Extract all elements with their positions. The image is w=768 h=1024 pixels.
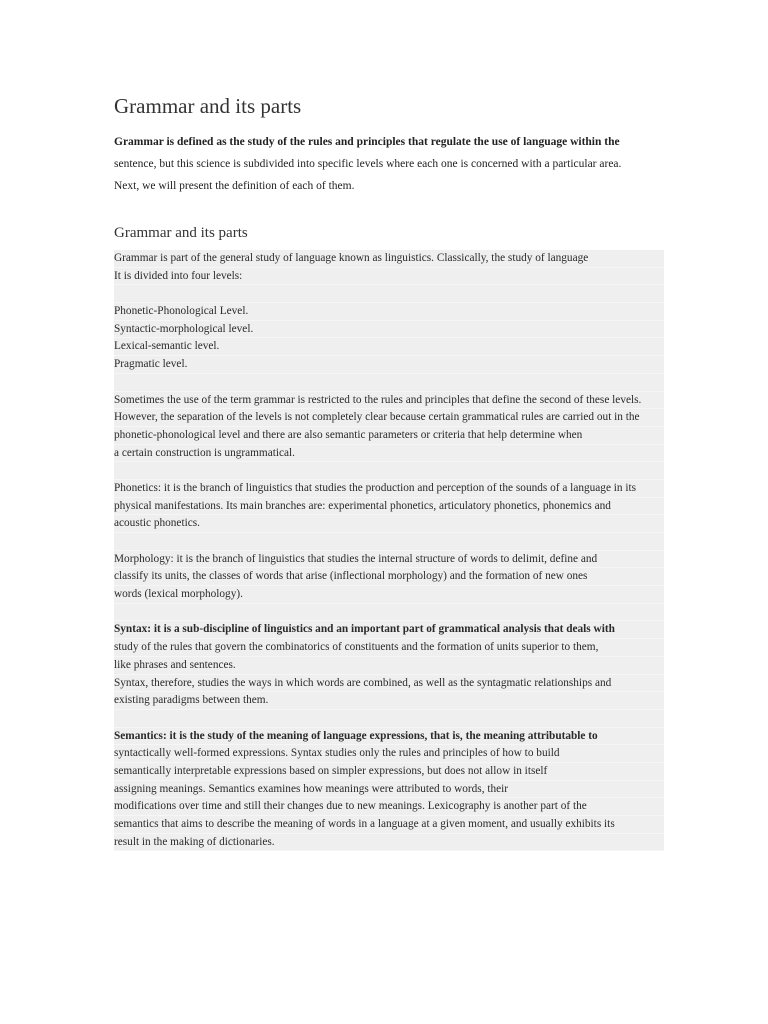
intro-line: sentence, but this science is subdivided into specific levels where each one is concerned with a particular area. <box>114 158 622 170</box>
text-line: Semantics: it is the study of the meaning of language expressions, that is, the meaning attributable to <box>114 728 664 746</box>
text-line: semantics that aims to describe the meaning of words in a language at a given moment, and usually exhibits its <box>114 816 664 834</box>
intro-line: Next, we will present the definition of each of them. <box>114 180 355 192</box>
text-line: Phonetics: it is the branch of linguistics that studies the production and perception of the sounds of a language in its <box>114 480 664 498</box>
text-line: Grammar is part of the general study of language known as linguistics. Classically, the study of language <box>114 250 664 268</box>
text-line: Phonetic-Phonological Level. <box>114 303 664 321</box>
text-line: existing paradigms between them. <box>114 692 664 710</box>
intro-line: Grammar is defined as the study of the rules and principles that regulate the use of language within the <box>114 136 620 148</box>
text-line: It is divided into four levels: <box>114 268 664 286</box>
blank-line <box>114 285 664 303</box>
text-line: result in the making of dictionaries. <box>114 834 664 852</box>
blank-line <box>114 533 664 551</box>
intro-paragraph <box>114 131 664 197</box>
text-line: modifications over time and still their changes due to new meanings. Lexicography is another part of the <box>114 798 664 816</box>
text-line: However, the separation of the levels is not completely clear because certain grammatical rules are carried out in the <box>114 409 664 427</box>
text-line: Pragmatic level. <box>114 356 664 374</box>
text-line: Syntax, therefore, studies the ways in which words are combined, as well as the syntagmatic relationships and <box>114 675 664 693</box>
text-line: classify its units, the classes of words that arise (inflectional morphology) and the formation of new ones <box>114 568 664 586</box>
text-line: Syntax: it is a sub-discipline of linguistics and an important part of grammatical analysis that deals with <box>114 621 664 639</box>
blank-line <box>114 462 664 480</box>
page-title: Grammar and its parts <box>114 94 302 118</box>
text-line: Morphology: it is the branch of linguistics that studies the internal structure of words to delimit, define and <box>114 551 664 569</box>
blank-line <box>114 604 664 622</box>
text-line: Syntactic-morphological level. <box>114 321 664 339</box>
text-line: physical manifestations. Its main branches are: experimental phonetics, articulatory phonetics, phonemics and <box>114 498 664 516</box>
body-text-block <box>114 250 664 851</box>
text-line: phonetic-phonological level and there are also semantic parameters or criteria that help determine when <box>114 427 664 445</box>
text-line: Lexical-semantic level. <box>114 338 664 356</box>
text-line: a certain construction is ungrammatical. <box>114 445 664 463</box>
text-line: words (lexical morphology). <box>114 586 664 604</box>
text-line: syntactically well-formed expressions. Syntax studies only the rules and principles of how to build <box>114 745 664 763</box>
text-line: semantically interpretable expressions based on simpler expressions, but does not allow in itself <box>114 763 664 781</box>
section-heading: Grammar and its parts <box>114 225 248 241</box>
blank-line <box>114 710 664 728</box>
text-line: like phrases and sentences. <box>114 657 664 675</box>
text-line: acoustic phonetics. <box>114 515 664 533</box>
text-line: assigning meanings. Semantics examines how meanings were attributed to words, their <box>114 781 664 799</box>
blank-line <box>114 374 664 392</box>
text-line: Sometimes the use of the term grammar is restricted to the rules and principles that define the second of these levels. <box>114 392 664 410</box>
text-line: study of the rules that govern the combinatorics of constituents and the formation of units superior to them, <box>114 639 664 657</box>
